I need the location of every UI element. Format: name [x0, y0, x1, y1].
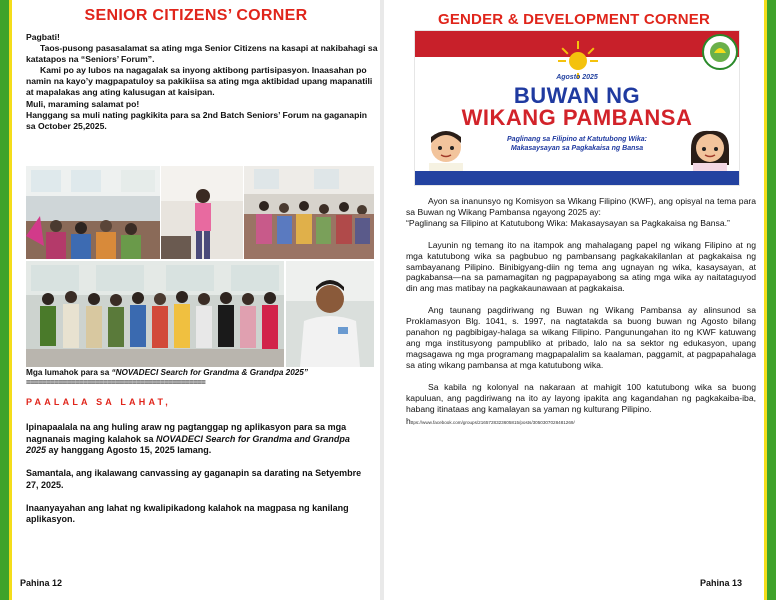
- gad-purpose: Layunin ng temang ito na itampok ang mahalagang papel ng wikang Filipino at ng mga katutubong wika sa pagbubuo ng pambansang pagkakakilanlan at pagkakaisa ng sambayanang Pilipino. Binibigyang-diin ng tema ang ugnayan ng wika, kasaysayan, at pagkabansa—na sa pamamagitan ng pagpapayabong sa ating mga wika ay naitataguyod din ang mas matibay na pagkakaunawaan at pagkakaisa.: [406, 239, 756, 294]
- gad-corner-title: GENDER & DEVELOPMENT CORNER: [437, 11, 711, 28]
- photo-caption: [26, 368, 308, 377]
- forum-photo-speaker: [161, 166, 243, 259]
- caption-prefix: Mga lumahok para sa: [26, 368, 112, 377]
- notice-heading: PAALALA SA LAHAT,: [26, 397, 171, 407]
- source-link[interactable]: [406, 416, 756, 429]
- contestants-group-photo: [26, 261, 284, 367]
- gad-article: [406, 196, 756, 429]
- source-link-lead: h: [406, 416, 411, 427]
- greeting: Pagbati!: [26, 32, 60, 42]
- page-number-right: Pahina 13: [700, 578, 743, 588]
- notice-deadline-text: Ipinapaalala na ang huling araw ng pagtanggap ng aplikasyon para sa mga nagnanais maging kalahok sa: [26, 422, 347, 444]
- notice-invitation: Inaanyayahan ang lahat ng kwalipikadong kalahok na magpasa ng kanilang aplikasyon.: [26, 502, 349, 524]
- right-green-border: [767, 0, 776, 600]
- source-url: ttps://www.facebook.com/groups/2165728323605815/posts/3050307028481269/: [410, 420, 575, 426]
- coop-logo-icon: [701, 33, 739, 71]
- closing-line: Muli, maraming salamat po!: [26, 98, 140, 109]
- gad-theme: “Paglinang sa Filipino at Katutubong Wika: Makasaysayan sa Pagkakaisa ng Bansa.”: [406, 217, 730, 228]
- gad-proclamation: Ang taunang pagdiriwang ng Buwan ng Wikang Pambansa ay alinsunod sa Proklamasyon Blg. 1041, s. 1997, na nagtatakda sa buong buwan ng Agosto bilang panahon ng pagbibigay-halaga sa wikang Filipino. Pangunungahan ito ng KWF katuwang ang mga institusyong pampubliko at pribado, lalo na sa sektor ng edukasyon, upang magsagawa ng mga programang magpapalalim sa kaalaman, paggamit, at pagpapahalaga sa ating wikang pambansa at mga katutubong wika.: [406, 305, 756, 370]
- divider-line: ============================================: [26, 378, 206, 387]
- gad-diversity: Sa kabila ng kolonyal na nakaraan at mahigit 100 katutubong wika sa buong kapuluan, ang pagdiriwang na ito ay layong ipakita ang kagandahan ng pagkakaiba-iba, habang itinataas ang kamalayan sa yaman ng kulturang Pilipino.: [406, 381, 756, 414]
- banner-date: Agosto 2025: [556, 74, 598, 81]
- invite-line: Hanggang sa muli nating pagkikita para sa 2nd Batch Seniors’ Forum na gaganapin sa October 25,2025.: [26, 109, 367, 131]
- thanks-paragraph: Taos-pusong pasasalamat sa ating mga Senior Citizens na kasapi at nakibahagi sa katatapos na “Seniors’ Forum”.: [26, 43, 378, 65]
- notice-body: [26, 422, 366, 537]
- senior-corner-title: SENIOR CITIZENS’ CORNER: [84, 7, 308, 24]
- senior-message: [26, 32, 378, 132]
- notice-deadline-date: ay hanggang Agosto 15, 2025 lamang.: [46, 445, 212, 455]
- page-13: [384, 0, 764, 600]
- buwan-ng-wika-banner: [414, 30, 740, 186]
- page-number-left: Pahina 12: [20, 578, 63, 588]
- banner-title-line1: BUWAN NG: [513, 83, 641, 108]
- caption-title: “NOVADECI Search for Grandma & Grandpa 2025”: [111, 368, 308, 377]
- gad-intro: Ayon sa inanunsyo ng Komisyon sa Wikang Filipino (KWF), ang opisyal na tema para sa Buwan ng Wikang Pambansa ngayong 2025 ay:: [406, 196, 756, 217]
- banner-subtitle-line1: Paglinang sa Filipino at Katutubong Wika:: [507, 136, 647, 143]
- forum-photo-audience: [244, 166, 374, 259]
- sun-icon: [552, 39, 604, 79]
- grandpa-portrait-photo: [286, 261, 374, 367]
- left-green-border: [0, 0, 9, 600]
- notice-canvassing: Samantala, ang ikalawang canvassing ay gaganapin sa darating na Setyembre 27, 2025.: [26, 468, 362, 490]
- contest-name: NOVADECI Search for Grandma and Grandpa 2025: [26, 433, 350, 455]
- forum-photo-room: [26, 166, 160, 259]
- notice-deadline: [26, 422, 366, 457]
- page-12: [12, 0, 380, 600]
- banner-subtitle-line2: Makasaysayan sa Pagkakaisa ng Bansa: [510, 145, 644, 152]
- participation-paragraph: Kami po ay lubos na nagagalak sa inyong aktibong partisipasyon. Inaasahan po namin na kayo’y magpapatuloy sa pakikiisa sa ating mga aktibidad upang mapanatili at mapalakas ang ating kalusugan at kaisipan.: [26, 65, 373, 98]
- banner-bottom-stripe: [415, 171, 739, 185]
- banner-title-line2: WIKANG PAMBANSA: [461, 105, 693, 130]
